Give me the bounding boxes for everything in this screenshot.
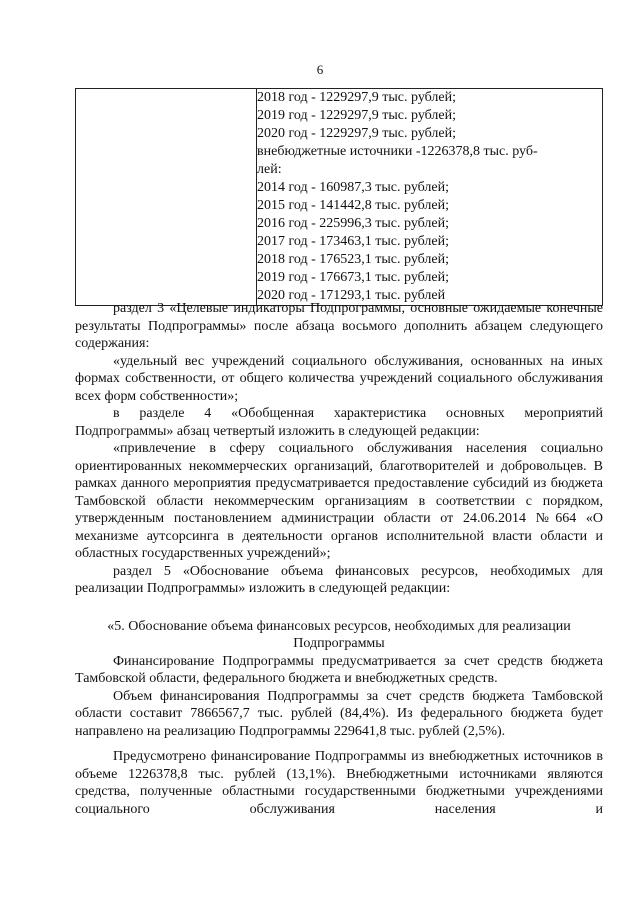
table-line: 2020 год - 171293,1 тыс. рублей: [257, 288, 446, 303]
paragraph-section3: раздел 3 «Целевые индикаторы Подпрограммы, основные ожидаемые конечные результаты Подпрограммы» после абзаца восьмого дополнить абзацем следующего содержания:: [75, 301, 603, 351]
section-title: [75, 618, 603, 653]
paragraph-indicator-quote: «удельный вес учреждений социального обслуживания, основанных на иных формах собственности, от общего количества учреждений социального обслуживания всех форм собственности»;: [75, 353, 603, 404]
table-line: 2019 год - 176673,1 тыс. рублей;: [257, 270, 450, 285]
table-line: 2018 год - 1229297,9 тыс. рублей;: [257, 90, 457, 105]
table-cell-funding: [257, 89, 603, 306]
section-title-line-2: Подпрограммы: [293, 636, 385, 651]
table-cell-empty: [76, 89, 257, 306]
table-line: 2016 год - 225996,3 тыс. рублей;: [257, 216, 450, 231]
table-line: 2018 год - 176523,1 тыс. рублей;: [257, 252, 450, 267]
table-line: 2017 год - 173463,1 тыс. рублей;: [257, 234, 450, 249]
table-line: 2014 год - 160987,3 тыс. рублей;: [257, 180, 450, 195]
table-line: лей:: [257, 162, 282, 177]
paragraph-extrabudgetary: Предусмотрено финансирование Подпрограммы из внебюджетных источников в объеме 1226378,8 тыс. рублей (13,1%). Внебюджетными источниками являются средства, полученные областными государственными бюджетными учреждениями социального обслуживания населения и: [75, 749, 603, 817]
paragraph-financing: Финансирование Подпрограммы предусматривается за счет средств бюджета Тамбовской области, федерального бюджета и внебюджетных средств.: [75, 653, 603, 686]
table-line: внебюджетные источники -1226378,8 тыс. руб-: [257, 144, 538, 159]
paragraph-regional-budget: Объем финансирования Подпрограммы за счет средств бюджета Тамбовской области составит 7866567,7 тыс. рублей (84,4%). Из федерального бюджета будет направлено на реализацию Подпрограммы 229641,8 тыс. рублей (2,5%).: [75, 688, 603, 739]
financing-table: [75, 88, 603, 306]
table-line: 2019 год - 1229297,9 тыс. рублей;: [257, 108, 457, 123]
table-row: [76, 89, 603, 306]
paragraph-attraction-quote: «привлечение в сферу социального обслуживания населения социально ориентированных некоммерческих организаций, благотворителей и добровольцев. В рамках данного мероприятия предусматривается предоставление субсидий из бюджета Тамбовской области некоммерческим организациям в соответствии с порядком, утвержденным постановлением администрации области от 24.06.2014 №664 «О механизме аутсорсинга в деятельности органов исполнительной власти области и областных государственных учреждений»;: [75, 441, 603, 561]
body-text: [75, 300, 603, 818]
table-line: 2020 год - 1229297,9 тыс. рублей;: [257, 126, 457, 141]
paragraph-section4: в разделе 4 «Обобщенная характеристика основных мероприятий Подпрограммы» абзац четвертый изложить в следующей редакции:: [75, 406, 603, 439]
page-number: 6: [316, 62, 324, 77]
table-line: 2015 год - 141442,8 тыс. рублей;: [257, 198, 450, 213]
section-title-line-1: «5. Обоснование объема финансовых ресурсов, необходимых для реализации: [107, 618, 571, 634]
paragraph-section5: раздел 5 «Обоснование объема финансовых ресурсов, необходимых для реализации Подпрограммы» изложить в следующей редакции:: [75, 563, 603, 596]
